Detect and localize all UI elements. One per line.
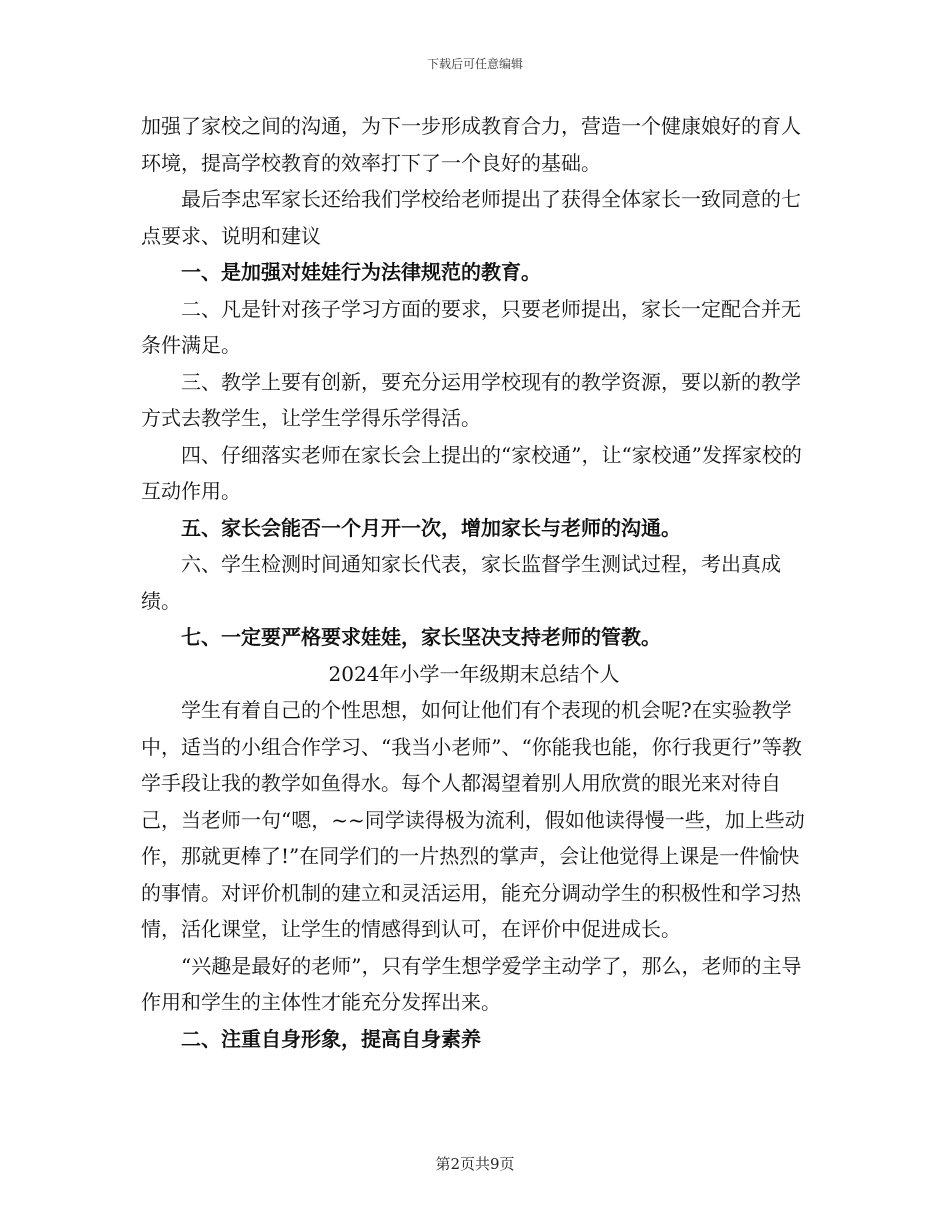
paragraph-2: 最后李忠军家长还给我们学校给老师提出了获得全体家长一致同意的七点要求、说明和建议: [141, 187, 801, 248]
requirement-3: 三、教学上要有创新，要充分运用学校现有的教学资源，要以新的教学方式去教学生，让学生学得乐学得活。: [141, 369, 801, 430]
requirement-4: 四、仔细落实老师在家长会上提出的“家校通”，让“家校通”发挥家校的互动作用。: [141, 442, 802, 503]
page-header: 下载后可任意编辑: [426, 57, 523, 71]
subheading-2: 二、注重自身形象，提高自身素养: [181, 1026, 481, 1051]
requirement-5: 五、家长会能否一个月开一次，增加家长与老师的沟通。: [181, 515, 681, 540]
requirement-7: 七、一定要严格要求娃娃，家长坚决支持老师的管教。: [181, 625, 661, 649]
requirement-1: 一、是加强对娃娃行为法律规范的教育。: [181, 260, 541, 284]
section-title: 2024年小学一年级期末总结个人: [328, 661, 620, 686]
paragraph-1: 加强了家校之间的沟通，为下一步形成教育合力，营造一个健康娘好的育人环境，提高学校教育的效率打下了一个良好的基础。: [141, 114, 801, 175]
paragraph-interest: “兴趣是最好的老师”，只有学生想学爱学主动学了，那么，老师的主导作用和学生的主体性才能充分发挥出来。: [141, 953, 802, 1014]
requirement-2: 二、凡是针对孩子学习方面的要求，只要老师提出，家长一定配合并无条件满足。: [141, 296, 801, 357]
document-body: [141, 108, 807, 1057]
page-footer: 第2页共9页: [435, 1155, 515, 1173]
paragraph-summary: 学生有着自己的个性思想，如何让他们有个表现的机会呢?在实验教学中，适当的小组合作学习、“我当小老师”、“你能我也能，你行我更行”等教学手段让我的教学如鱼得水。每个人都渴望着别人用欣赏的眼光来对待自己，当老师一句“嗯，~~同学读得极为流利，假如他读得慢一些，加上些动作，那就更棒了!”在同学们的一片热烈的掌声，会让他觉得上课是一件愉快的事情。对评价机制的建立和灵活运用，能充分调动学生的积极性和学习热情，活化课堂，让学生的情感得到认可，在评价中促进成长。: [141, 698, 805, 941]
requirement-6: 六、学生检测时间通知家长代表，家长监督学生测试过程，考出真成绩。: [141, 552, 781, 613]
